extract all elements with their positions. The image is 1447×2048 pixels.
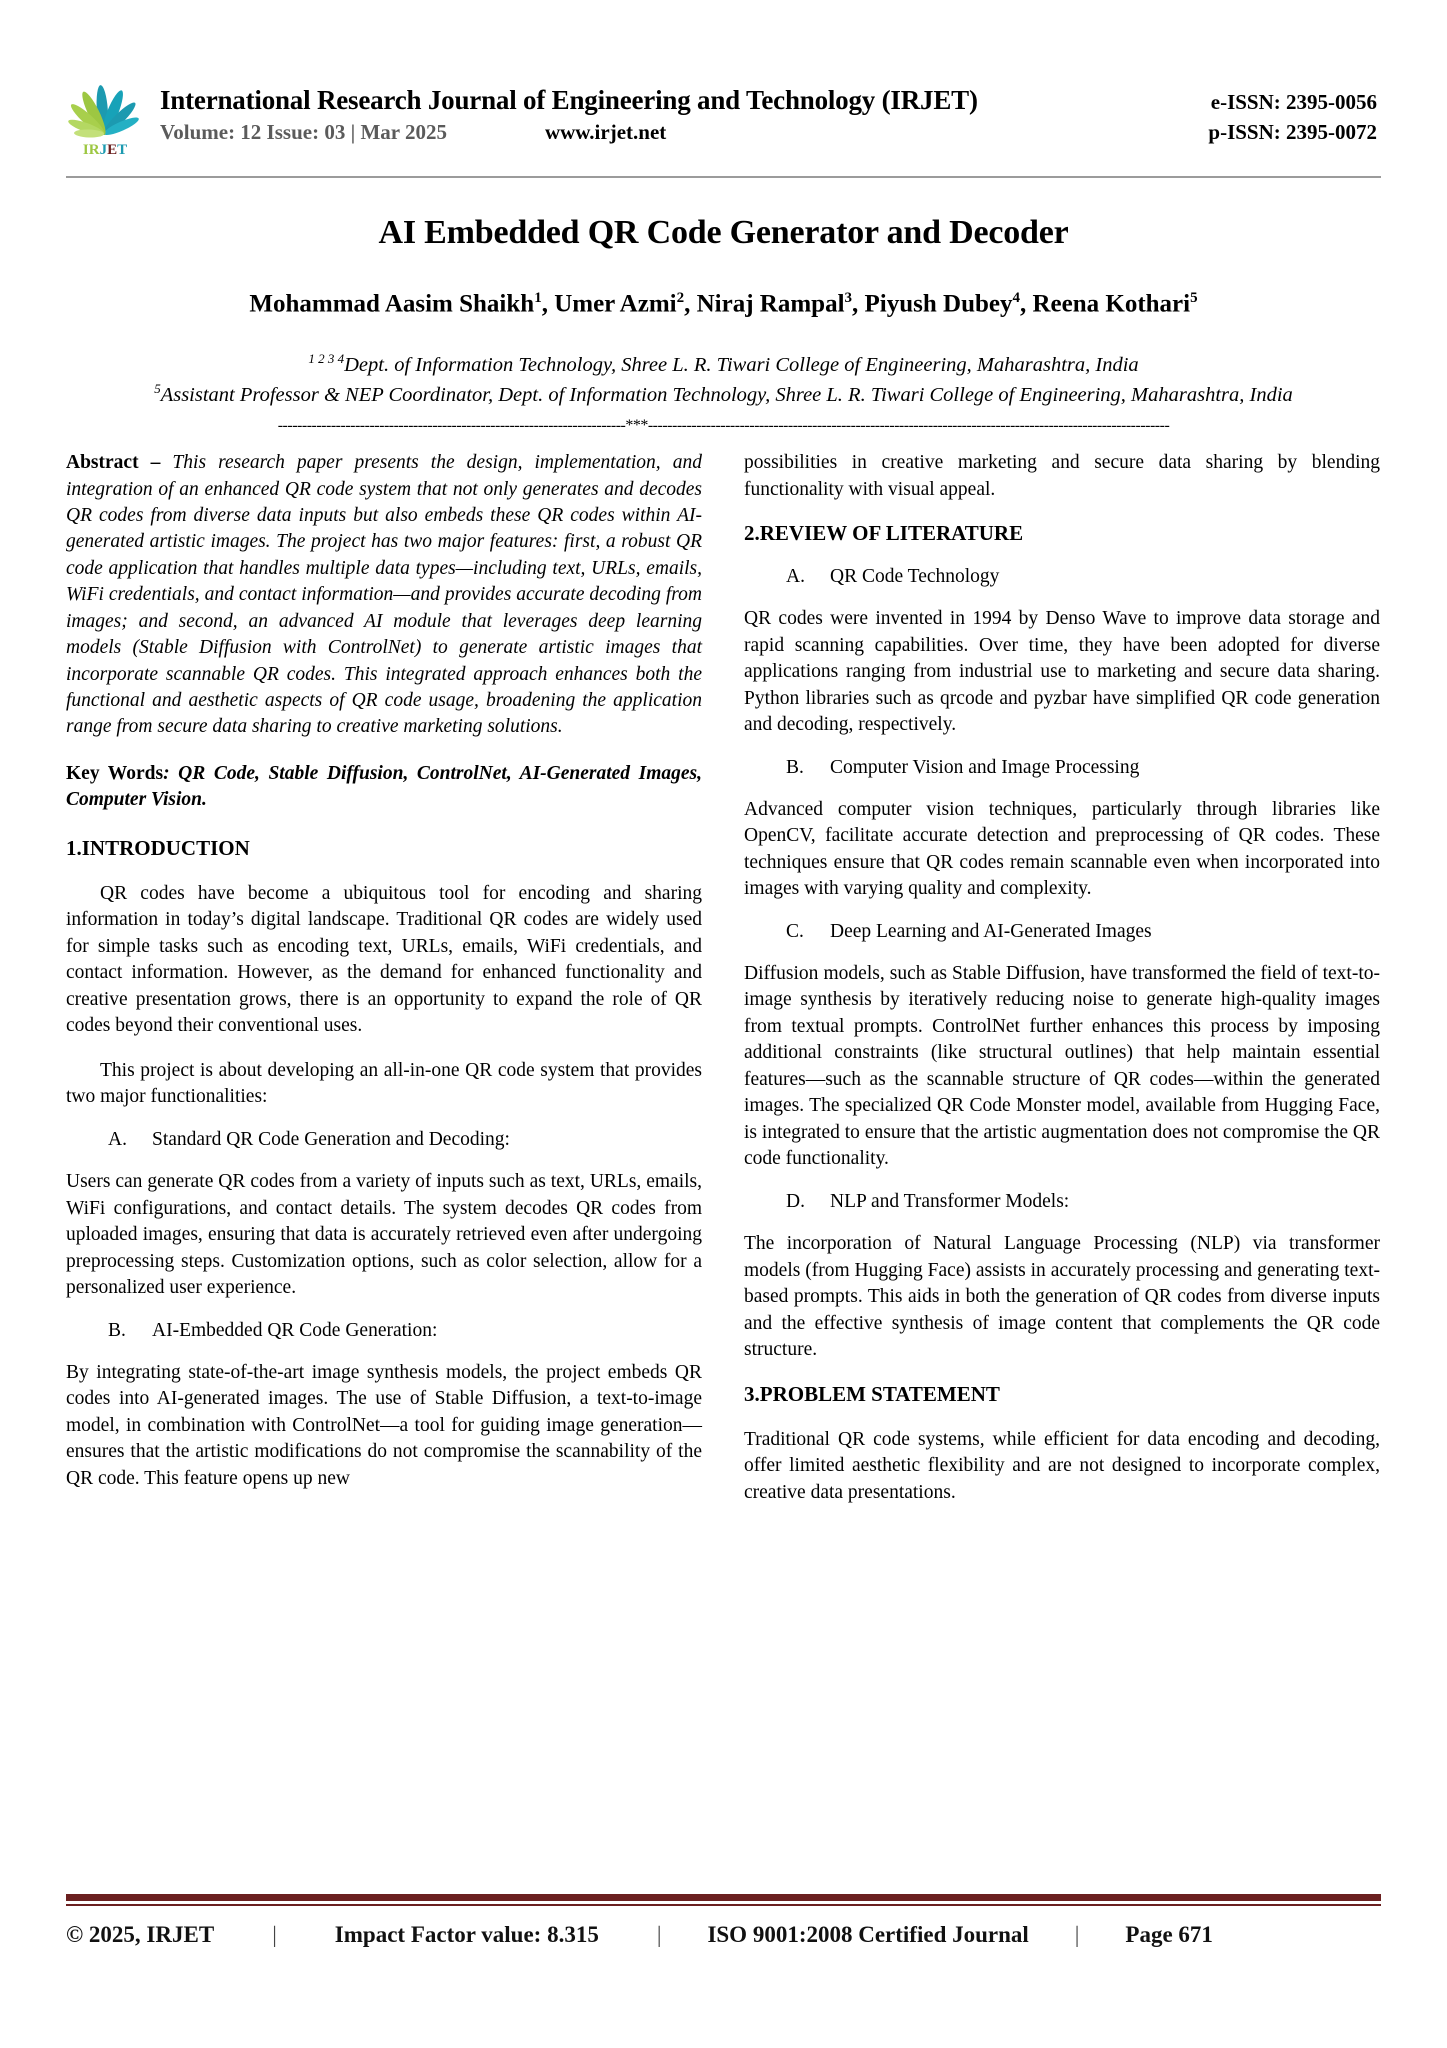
subsection-2d-title: NLP and Transformer Models: xyxy=(830,1191,1070,1212)
left-column xyxy=(66,450,702,1524)
subsection-2b xyxy=(744,757,1380,779)
subsection-1b-body: By integrating state-of-the-art image synthesis models, the project embeds QR codes into AI-generated images. The use of Stable Diffusion, a text-to-image model, in combination with ControlNet—a tool for guiding image generation—ensures that the artistic modifications do not compromise the scannability of the QR code. This feature opens up new xyxy=(66,1361,702,1489)
keywords-paragraph xyxy=(66,761,702,814)
affiliation-line-2: $^5$Assistant Professor & NEP Coordinator, Dept. of Information Technology, Shree L. R. Tiwari College of Engineering, Maharashtra, India xyxy=(154,381,1293,407)
author-list: Mohammad Aasim Shaikh$^1$, Umer Azmi$^2$, Niraj Rampal$^3$, Piyush Dubey$^4$, Reena Kothari$^5$ xyxy=(249,290,1198,318)
footer-certification: ISO 9001:2008 Certified Journal xyxy=(707,1922,1029,1947)
subsection-2a-letter: A. xyxy=(786,566,805,588)
masthead xyxy=(66,72,1381,164)
subsection-2b-body: Advanced computer vision techniques, particularly through libraries like OpenCV, facilitate accurate detection and preprocessing of QR codes. These techniques ensure that QR codes remain scannable even when incorporated into images with varying quality and complexity. xyxy=(744,798,1380,900)
p-issn: p-ISSN: 2395-0072 xyxy=(1208,120,1377,144)
subsection-2c-letter: C. xyxy=(786,920,804,942)
footer-divider-2: | xyxy=(656,1922,662,1947)
footer-divider-thick xyxy=(66,1894,1381,1901)
subsection-2a-body: QR codes were invented in 1994 by Denso Wave to improve data storage and rapid scanning capabilities. Over time, they have been adopted for diverse applications ranging from industrial use to marketing and secure data sharing. Python libraries such as qrcode and pyzbar have simplified QR code generation and decoding, respectively. xyxy=(744,608,1380,736)
footer-copyright: © 2025, IRJET xyxy=(66,1922,215,1947)
subsection-2d-body: The incorporation of Natural Language Processing (NLP) via transformer models (from Hugging Face) assists in accurately processing and generating text-based prompts. This aids in both the generation of QR codes from diverse inputs and the effective synthesis of image content that complements the QR code structure. xyxy=(744,1233,1380,1361)
header-divider xyxy=(66,176,1381,178)
subsection-2d-letter: D. xyxy=(786,1191,805,1212)
subsection-2c-body: Diffusion models, such as Stable Diffusion, have transformed the field of text-to-image synthesis by iteratively reducing noise to generate high-quality images from textual prompts. ControlNet further enhances this process by imposing additional constraints (like structural outlines) that help maintain essential features—such as the scannable structure of QR codes—within the generated images. The specialized QR Code Monster model, available from Hugging Face, is integrated to ensure that the artistic augmentation does not compromise the QR code functionality. xyxy=(744,962,1380,1170)
abstract-label: Abstract – xyxy=(66,452,161,474)
page-footer xyxy=(66,1894,1381,1948)
irjet-logo xyxy=(66,72,144,158)
subsection-1a xyxy=(66,1129,702,1151)
intro-paragraph-1: QR codes have become a ubiquitous tool for encoding and sharing information in today’s digital landscape. Traditional QR codes are widely used for simple tasks such as encoding text, URLs, emails, WiFi credentials, and contact information. However, as the demand for enhanced functionality and creative presentation grows, there is an opportunity to expand the role of QR codes beyond their conventional uses. xyxy=(66,882,702,1037)
affiliation-line-1: $^{1 2 3 4}$Dept. of Information Technology, Shree L. R. Tiwari College of Engineering, Maharashtra, India xyxy=(308,351,1139,377)
subsection-1a-title: Standard QR Code Generation and Decoding: xyxy=(152,1129,510,1150)
keywords-label: Key Words xyxy=(66,762,164,784)
content-columns xyxy=(66,450,1381,1524)
journal-title: International Research Journal of Engineering and Technology (IRJET) xyxy=(160,85,978,115)
masthead-text-block xyxy=(160,85,1381,145)
subsection-1a-letter: A. xyxy=(108,1129,127,1150)
problem-statement-body: Traditional QR code systems, while efficient for data encoding and decoding, offer limited aesthetic flexibility and are not designed to incorporate complex, creative data presentations. xyxy=(744,1428,1380,1503)
continued-paragraph: possibilities in creative marketing and secure data sharing by blending functionality with visual appeal. xyxy=(744,452,1380,500)
subsection-2b-letter: B. xyxy=(786,756,804,778)
dashed-separator: ------------------------------------------------------------------------***------------------------------------------------------------------------------------------------------------ xyxy=(277,418,1170,435)
subsection-2c xyxy=(744,921,1380,943)
section-heading-review-of-literature: 2.REVIEW OF LITERATURE xyxy=(744,521,1024,546)
journal-website-link[interactable]: www.irjet.net xyxy=(544,120,667,144)
section-heading-introduction: 1.INTRODUCTION xyxy=(66,835,250,860)
subsection-1b-title: AI-Embedded QR Code Generation: xyxy=(152,1319,438,1341)
subsection-2d xyxy=(744,1191,1380,1213)
footer-divider-3: | xyxy=(1074,1922,1080,1947)
footer-impact-factor: Impact Factor value: 8.315 xyxy=(334,1922,599,1947)
masthead-row-bottom xyxy=(160,120,1381,145)
keywords-text: : QR Code, Stable Diffusion, ControlNet, AI-Generated Images, Computer Vision. xyxy=(66,762,703,811)
subsection-2b-title: Computer Vision and Image Processing xyxy=(830,756,1140,778)
affiliation-block xyxy=(66,350,1381,410)
irjet-leaf-fan-icon xyxy=(66,72,144,158)
subsection-2c-title: Deep Learning and AI-Generated Images xyxy=(830,920,1152,942)
footer-divider-1: | xyxy=(272,1922,277,1947)
irjet-logo-text: IRJET xyxy=(82,142,128,158)
footer-page-number: Page 671 xyxy=(1125,1922,1213,1947)
page-title: AI Embedded QR Code Generator and Decoder xyxy=(378,214,1069,251)
e-issn: e-ISSN: 2395-0056 xyxy=(1210,90,1377,114)
footer-content-row xyxy=(66,1906,1381,1948)
subsection-2a-title: QR Code Technology xyxy=(830,566,1000,588)
subsection-1b-letter: B. xyxy=(108,1319,126,1341)
subsection-1a-body: Users can generate QR codes from a variety of inputs such as text, URLs, emails, WiFi configurations, and contact details. The system decodes QR codes from uploaded images, ensuring that data is accurately retrieved even after undergoing preprocessing steps. Customization options, such as color selection, allow for a personalized user experience. xyxy=(66,1171,702,1299)
right-column xyxy=(744,450,1380,1524)
subsection-1b xyxy=(66,1320,702,1342)
abstract-paragraph xyxy=(66,450,702,741)
subsection-2a xyxy=(744,566,1380,588)
section-heading-problem-statement: 3.PROBLEM STATEMENT xyxy=(744,1381,1000,1406)
abstract-text: This research paper presents the design, implementation, and integration of an enhanced QR code system that not only generates and decodes QR codes from diverse data inputs but also embeds these QR codes within AI-generated artistic images. The project has two major features: first, a robust QR code application that handles multiple data types—including text, URLs, emails, WiFi credentials, and contact information—and provides accurate decoding from images; and second, an advanced AI module that leverages deep learning models (Stable Diffusion with ControlNet) to generate artistic images that incorporate scannable QR codes. This integrated approach enhances both the functional and aesthetic aspects of QR code usage, broadening the application range from secure data sharing to creative marketing solutions. xyxy=(66,452,702,738)
masthead-row-top xyxy=(160,85,1381,116)
volume-issue: Volume: 12 Issue: 03 | Mar 2025 xyxy=(160,120,447,144)
intro-paragraph-2: This project is about developing an all-in-one QR code system that provides two major functionalities: xyxy=(66,1059,702,1108)
